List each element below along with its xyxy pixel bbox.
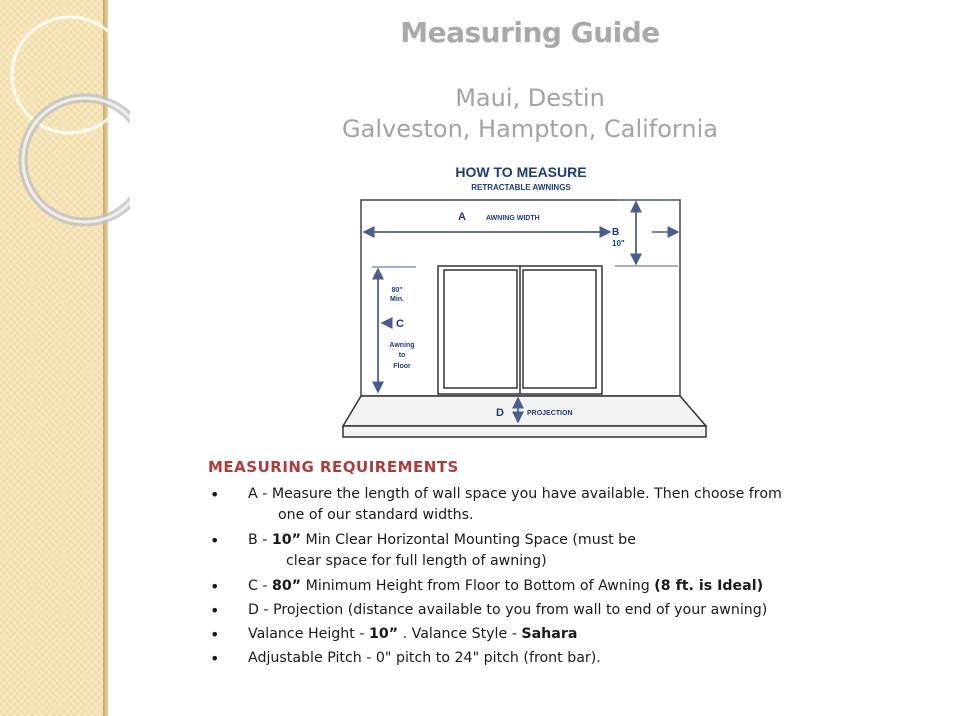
label-c: C bbox=[396, 318, 404, 330]
label-d-text: PROJECTION bbox=[527, 410, 573, 417]
requirements-list bbox=[208, 484, 908, 672]
label-a: A bbox=[458, 211, 466, 223]
diagram-heading: HOW TO MEASURE bbox=[455, 164, 587, 180]
patio-slab-edge bbox=[343, 426, 706, 437]
measuring-requirements bbox=[208, 458, 908, 672]
label-d: D bbox=[496, 407, 504, 419]
diagram-subheading: RETRACTABLE AWNINGS bbox=[471, 183, 571, 192]
list-item: • Valance Height - 10” . Valance Style - Sahara bbox=[208, 624, 908, 648]
requirements-heading: MEASURING REQUIREMENTS bbox=[208, 458, 459, 476]
decorative-circles bbox=[0, 0, 130, 240]
label-c-text1: Awning bbox=[389, 342, 415, 349]
label-a-text: AWNING WIDTH bbox=[486, 215, 540, 222]
label-c-text2: to bbox=[398, 352, 406, 359]
list-item: • Adjustable Pitch - 0" pitch to 24" pitch (front bar). bbox=[208, 648, 908, 672]
list-item: • B - 10” Min Clear Horizontal Mounting Space (must be clear space for full length of awning) bbox=[208, 530, 908, 576]
subtitle-line-2: Galveston, Hampton, California bbox=[342, 115, 718, 143]
list-item: • C - 80” Minimum Height from Floor to Bottom of Awning (8 ft. is Ideal) bbox=[208, 576, 908, 600]
label-c-min: 80" bbox=[391, 287, 403, 294]
label-c-min2: Min. bbox=[390, 296, 404, 303]
awning-measure-diagram bbox=[340, 160, 720, 450]
page-title: Measuring Guide bbox=[400, 16, 660, 49]
label-b: B bbox=[612, 227, 620, 238]
list-item: • D - Projection (distance available to you from wall to end of your awning) bbox=[208, 600, 908, 624]
patio-slab bbox=[343, 396, 706, 426]
list-item: • A - Measure the length of wall space you have available. Then choose from one of our standard widths. bbox=[208, 484, 908, 530]
label-b-value: 10" bbox=[612, 239, 625, 248]
label-c-text3: Floor bbox=[393, 363, 411, 370]
subtitle-line-1: Maui, Destin bbox=[455, 84, 605, 112]
